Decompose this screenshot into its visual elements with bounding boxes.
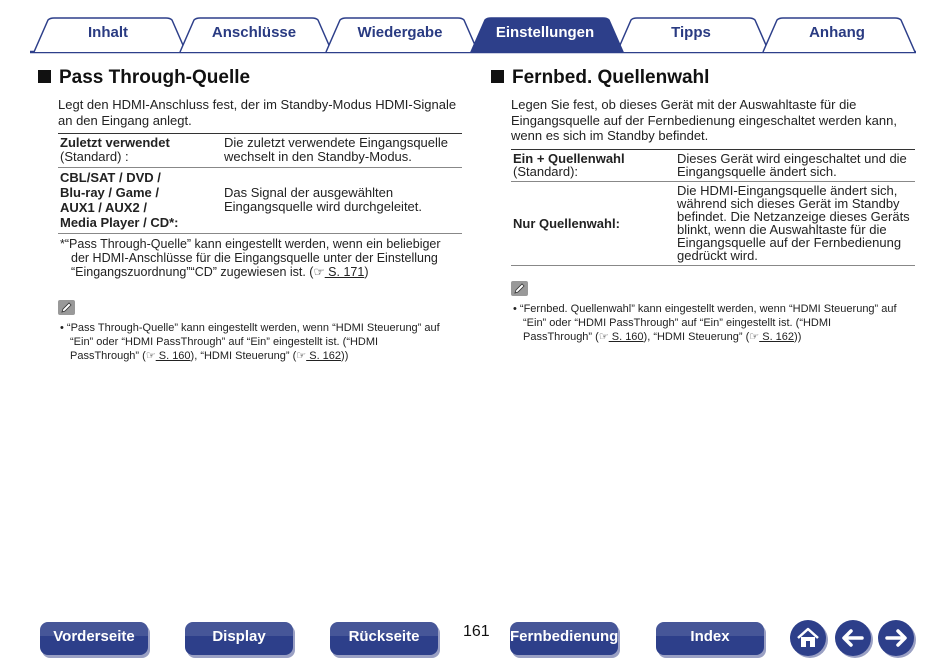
hand-pointer-icon: ☞ bbox=[749, 331, 760, 343]
vorderseite-button[interactable]: Vorderseite bbox=[40, 622, 148, 655]
tab-wiedergabe[interactable]: Wiedergabe bbox=[357, 24, 443, 41]
page-link[interactable]: S. 160 bbox=[155, 350, 191, 362]
home-icon bbox=[790, 620, 826, 656]
page-link[interactable]: S. 162 bbox=[759, 331, 795, 343]
table-row: Zuletzt verwendet (Standard) : Die zuletzt verwendete Eingangsquelle wechselt in den Standby-Modus. bbox=[58, 134, 462, 168]
table-row: CBL/SAT / DVD / Blu-ray / Game / AUX1 / AUX2 / Media Player / CD*: Das Signal der ausgewählten Eingangsquelle wird durchgeleitet. bbox=[58, 168, 462, 234]
tab-anschluesse[interactable]: Anschlüsse bbox=[211, 24, 297, 41]
page-number: 161 bbox=[463, 623, 490, 640]
arrow-right-icon bbox=[878, 620, 914, 656]
forward-button[interactable] bbox=[878, 620, 914, 656]
arrow-left-icon bbox=[835, 620, 871, 656]
fernbedienung-button[interactable]: Fernbedienung bbox=[510, 622, 618, 655]
page-link[interactable]: S. 160 bbox=[608, 331, 644, 343]
home-button[interactable] bbox=[790, 620, 826, 656]
left-intro: Legt den HDMI-Anschluss fest, der im Standby-Modus HDMI-Signale an den Eingang anlegt. bbox=[58, 97, 457, 128]
hand-pointer-icon: ☞ bbox=[145, 350, 156, 362]
table-row: Ein + Quellenwahl (Standard): Dieses Gerät wird eingeschaltet und die Eingangsquelle ändert sich. bbox=[511, 150, 915, 182]
left-footnote: *“Pass Through-Quelle” kann eingestellt werden, wenn ein beliebiger der HDMI-Anschlüsse für die Eingangsquelle unter der Einstellung “Eingangszuordnung”“CD” zugewiesen ist. (☞ S. 171) bbox=[60, 237, 441, 279]
right-options-table bbox=[511, 149, 915, 266]
tab-inhalt[interactable]: Inhalt bbox=[88, 24, 128, 41]
page-link[interactable]: S. 171 bbox=[324, 265, 365, 279]
right-section-title: Fernbed. Quellenwahl bbox=[491, 67, 709, 89]
right-intro: Legen Sie fest, ob dieses Gerät mit der Auswahltaste für die Eingangsquelle auf der Fernbedienung eingeschaltet werden kann, wenn es sich im Standby befindet. bbox=[511, 97, 897, 143]
left-section-title: Pass Through-Quelle bbox=[38, 67, 250, 89]
table-row: Nur Quellenwahl: Die HDMI-Eingangsquelle ändert sich, während sich dieses Gerät im Standby befindet. Die Netzanzeige dieses Geräts blinkt, wenn die Auswahltaste für die Eingangsquelle auf der Fernbedienung gedrückt wird. bbox=[511, 182, 915, 266]
left-note: • “Pass Through-Quelle” kann eingestellt werden, wenn “HDMI Steuerung” auf “Ein” oder “HDMI PassThrough” auf “Ein” eingestellt ist. (“HDMI PassThrough” (☞ S. 160), “HDMI Steuerung” (☞ S. 162)) bbox=[60, 322, 440, 362]
page-link[interactable]: S. 162 bbox=[306, 350, 342, 362]
rueckseite-button[interactable]: Rückseite bbox=[330, 622, 438, 655]
hand-pointer-icon: ☞ bbox=[313, 265, 325, 279]
tab-einstellungen[interactable]: Einstellungen bbox=[495, 24, 595, 41]
square-bullet-icon bbox=[491, 70, 504, 83]
tab-bar bbox=[0, 0, 950, 58]
left-options-table bbox=[58, 133, 462, 234]
right-note: • “Fernbed. Quellenwahl” kann eingestellt werden, wenn “HDMI Steuerung” auf “Ein” oder “HDMI PassThrough” auf “Ein” eingestellt ist. (“HDMI PassThrough” (☞ S. 160), “HDMI Steuerung” (☞ S. 162)) bbox=[513, 303, 897, 343]
hand-pointer-icon: ☞ bbox=[296, 350, 307, 362]
hand-pointer-icon: ☞ bbox=[598, 331, 609, 343]
pencil-icon bbox=[58, 300, 75, 315]
back-button[interactable] bbox=[835, 620, 871, 656]
tab-tipps[interactable]: Tipps bbox=[671, 24, 711, 41]
index-button[interactable]: Index bbox=[656, 622, 764, 655]
display-button[interactable]: Display bbox=[185, 622, 293, 655]
tab-anhang[interactable]: Anhang bbox=[809, 24, 865, 41]
pencil-icon bbox=[511, 281, 528, 296]
square-bullet-icon bbox=[38, 70, 51, 83]
